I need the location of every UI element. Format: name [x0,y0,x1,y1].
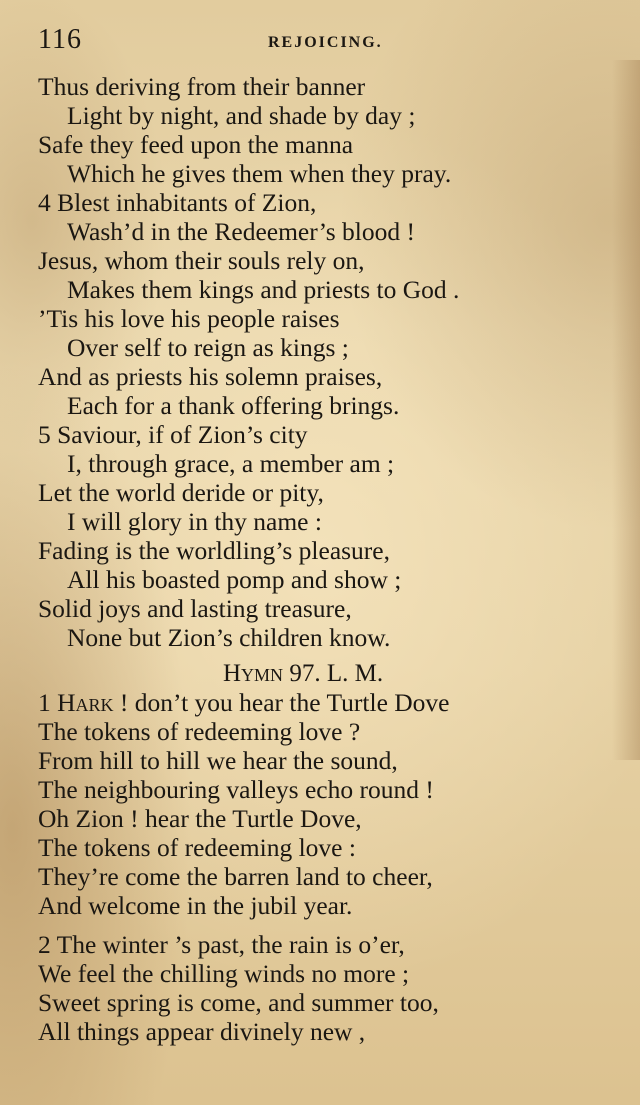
verse-line: Let the world deride or pity, [38,478,324,507]
verse-line: 4 Blest inhabitants of Zion, [38,188,317,217]
hymn-heading-word: Hymn [223,660,284,687]
verse-line: Oh Zion ! hear the Turtle Dove, [38,804,362,833]
verse-line: Sweet spring is come, and summer too, [38,988,439,1017]
verse-line: From hill to hill we hear the sound, [38,746,398,775]
verse-line: 5 Saviour, if of Zion’s city [38,420,308,449]
verse-line: Each for a thank offering brings. [67,391,400,420]
verse-line: Which he gives them when they pray. [67,159,452,188]
verse-line: Makes them kings and priests to God . [67,275,460,304]
verse-line: ’Tis his love his people raises [38,304,340,333]
verse-line: And as priests his solemn praises, [38,362,383,391]
verse-line: The neighbouring valleys echo round ! [38,775,434,804]
page-number: 116 [38,24,82,55]
verse-line: And welcome in the jubil year. [38,891,353,920]
verse-line: Thus deriving from their banner [38,72,366,101]
verse-line: All his boasted pomp and show ; [67,565,402,594]
verse-line: Safe they feed upon the manna [38,130,354,159]
verse-line [38,688,618,717]
verse-line: Wash’d in the Redeemer’s blood ! [67,217,416,246]
verse-line: Fading is the worldling’s pleasure, [38,536,390,565]
running-title: REJOICING. [268,34,383,51]
stanza-gap [38,920,618,930]
verse-first-word: Hark [57,688,114,717]
verse-line: Solid joys and lasting treasure, [38,594,352,623]
verse-line-rest: ! don’t you hear the Turtle Dove [113,688,450,717]
verse-line: We feel the chilling winds no more ; [38,959,410,988]
verse-line: I will glory in thy name : [67,507,322,536]
verse-line: Light by night, and shade by day ; [67,101,416,130]
verse-number: 1 [38,688,51,717]
verse-line: The tokens of redeeming love : [38,833,356,862]
hymn-heading [38,659,618,688]
verse-line: Over self to reign as kings ; [67,333,349,362]
verse-line: 2 The winter ’s past, the rain is o’er, [38,930,405,959]
verse-line: I, through grace, a member am ; [67,449,395,478]
verse-line: All things appear divinely new , [38,1017,366,1046]
hymn-heading-number-meter: 97. L. M. [289,660,384,687]
verse-line: Jesus, whom their souls rely on, [38,246,365,275]
verse-line: They’re come the barren land to cheer, [38,862,433,891]
verse-line: The tokens of redeeming love ? [38,717,361,746]
verse-line: None but Zion’s children know. [67,623,391,652]
hymn-text [38,72,618,1046]
running-head [38,24,598,64]
